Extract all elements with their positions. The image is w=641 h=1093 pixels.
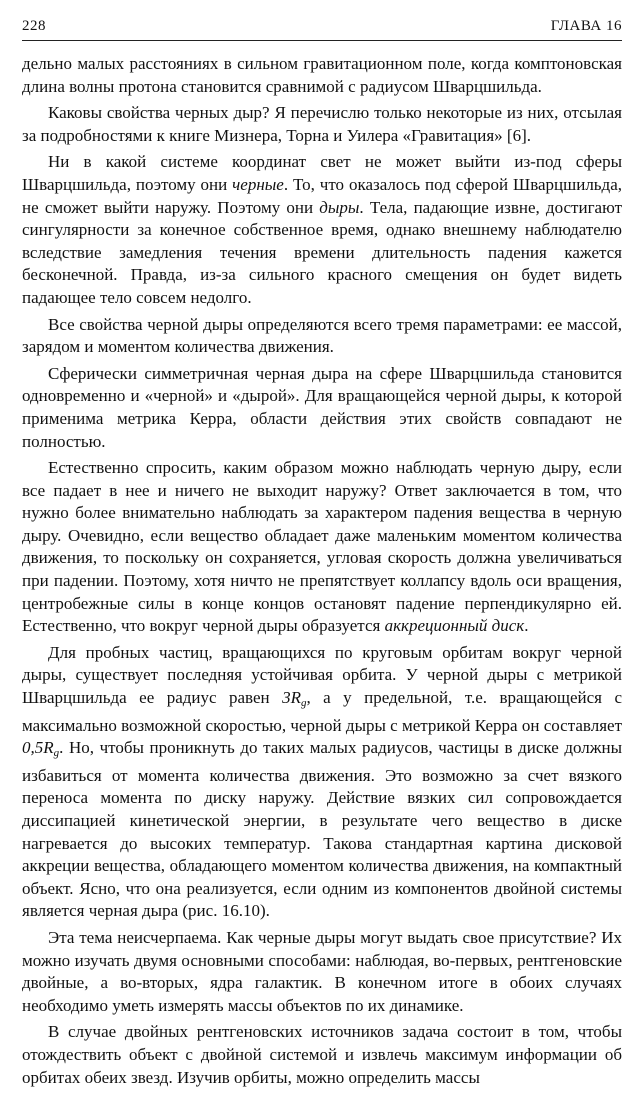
text-run: . Но, чтобы проникнуть до таких малых радиусов, частицы в диске должны избавиться от момента количества движения. Это возможно за счет вязкого переноса момента по диску наружу. Действие вязких сил сопровождается диссипацией кинетической энергии, в результате чего вещество в диске нагревается до высоких температур. Такова стандартная картина дисковой аккреции вещества, обладающего моментом количества движения, на компактный объект. Ясно, что она реализуется, если одним из компонентов двойной системы является черная дыра (рис. 16.10). [22,738,622,921]
text-run: . Тела, падающие извне, достигают сингулярности за конечное собственное время, однако внешнему наблюдателю вследствие замедления течения времени длительность падения кажется бесконечной. Правда, из-за сильного красного смещения он будет видеть падающее тело совсем недолго. [22,197,622,307]
math-subscript: g [53,747,60,760]
paragraph-detection-methods: Эта тема неисчерпаема. Как черные дыры могут выдать свое присутствие? Их можно изучать двумя основными способами: наблюдая, во-первых, рентгеновские двойные, а во-вторых, ядра галактик. В конечном итоге в обоих случаях необходимо уметь измерять массы объектов по их динамике. [22,927,622,1015]
emphasis-accretion-disk: аккреционный диск [384,616,525,636]
math-coefficient: 3 [282,688,291,708]
paragraph-accretion-disk [22,457,622,638]
math-subscript: g [300,697,307,710]
text-run: Ни в какой системе координат свет не может выйти из-под сферы Шварцшильда, поэтому они [22,152,622,194]
text-run: Для пробных частиц, вращающихся по круговым орбитам вокруг черной дыры, существует последняя устойчивая орбита. У черной дыры с метрикой Шварцшильда ее радиус равен [22,642,622,708]
page-number: 228 [22,18,46,34]
book-page [22,18,622,1093]
math-variable: R [290,688,301,708]
emphasis-holes: дыры [319,197,360,217]
paragraph-xray-binaries: В случае двойных рентгеновских источников задача состоит в том, чтобы отождествить объект с двойной системой и извлечь максимум информации об орбитах обеих звезд. Изучив орбиты, можно определить массы [22,1022,622,1087]
body-text [22,53,622,1089]
paragraph-three-parameters: Все свойства черной дыры определяются всего тремя параметрами: ее массой, зарядом и моментом количества движения. [22,314,622,357]
paragraph-black-hole-properties-intro: Каковы свойства черных дыр? Я перечислю только некоторые из них, отсылая за подробностями к книге Мизнера, Торна и Уилера «Гравитация» [6]. [22,103,622,145]
running-head [22,18,622,41]
emphasis-black: черные [232,174,284,194]
text-run: . [524,616,529,636]
paragraph-continued: дельно малых расстояниях в сильном гравитационном поле, когда комптоновская длина волны протона становится сравнимой с радиусом Шварцшильда. [22,54,622,96]
formula-3rg [282,688,307,710]
paragraph-spherical-symmetry: Сферически симметричная черная дыра на сфере Шварцшильда становится одновременно и «черной» и «дырой». Для вращающейся черной дыры, к которой применима метрика Керра, области действия этих свойств совпадают не полностью. [22,363,622,451]
formula-05rg [22,738,60,760]
paragraph-last-stable-orbit [22,642,622,923]
math-coefficient: 0,5 [22,738,44,758]
paragraph-black-and-holes [22,151,622,309]
chapter-title: ГЛАВА 16 [550,18,622,34]
math-variable: R [43,738,54,758]
text-run: . То, что оказалось под сферой Шварцшильда, не сможет выйти наружу. Поэтому они [22,174,623,217]
text-run: , а у предельной, т.е. вращающейся с максимально возможной скоростью, черной дыры с метрикой Керра он составляет [22,688,622,735]
text-run: Естественно спросить, каким образом можно наблюдать черную дыру, если все падает в нее и ничего не выходит наружу? Ответ заключается в том, что нужно более внимательно наблюдать за характером падения вещества в черную дыру. Очевидно, если вещество обладает даже маленьким моментом количества движения, то поскольку он сохраняется, угловая скорость должна увеличиваться при падении. Поэтому, хотя ничто не препятствует коллапсу вдоль оси вращения, центробежные силы в конце концов остановят падение перпендикулярно ей. Естественно, что вокруг черной дыры образуется [22,458,622,636]
